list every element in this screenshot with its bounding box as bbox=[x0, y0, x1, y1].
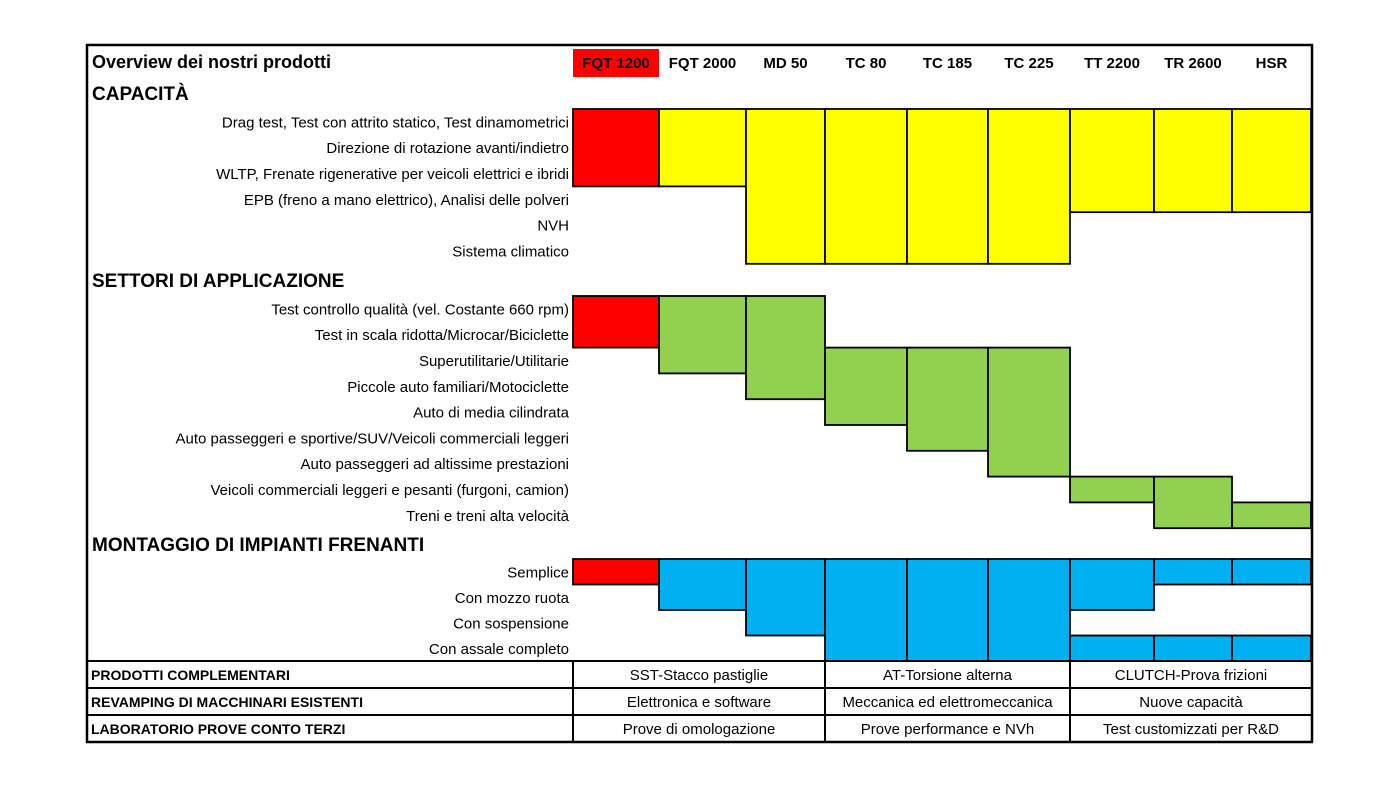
row-label: Con assale completo bbox=[428, 640, 569, 658]
row-label: Test controllo qualità (vel. Costante 660 rpm) bbox=[271, 301, 569, 319]
coverage-block-tr-2600 bbox=[1154, 477, 1232, 529]
product-header bbox=[573, 49, 1288, 77]
footer-value: Prove di omologazione bbox=[622, 721, 776, 738]
coverage-block-tt-2200 bbox=[1070, 109, 1154, 212]
coverage-block-tc-80 bbox=[825, 559, 907, 661]
coverage-block-fqt-2000 bbox=[659, 109, 746, 186]
row-label: Drag test, Test con attrito statico, Test dinamometrici bbox=[221, 114, 569, 132]
section-heading-settori-di-applicazione: SETTORI DI APPLICAZIONE bbox=[92, 271, 345, 292]
column-header-fqt-1200: FQT 1200 bbox=[582, 55, 650, 72]
coverage-block-tr-2600 bbox=[1154, 636, 1232, 662]
coverage-block-tc-185 bbox=[907, 559, 988, 661]
column-header-tc-185: TC 185 bbox=[922, 55, 973, 72]
coverage-block-tc-225 bbox=[988, 559, 1070, 661]
row-label: Sistema climatico bbox=[452, 243, 569, 261]
coverage-block-hsr bbox=[1232, 109, 1311, 212]
footer-value: Test customizzati per R&D bbox=[1103, 721, 1279, 738]
coverage-block-tc-80 bbox=[825, 109, 907, 264]
row-label: EPB (freno a mano elettrico), Analisi delle polveri bbox=[243, 191, 569, 209]
coverage-block-tc-80 bbox=[825, 348, 907, 425]
coverage-block-tt-2200 bbox=[1070, 477, 1154, 503]
row-label: Auto passeggeri e sportive/SUV/Veicoli commerciali leggeri bbox=[175, 430, 569, 448]
column-header-tc-225: TC 225 bbox=[1004, 55, 1054, 72]
coverage-block-fqt-2000 bbox=[659, 559, 746, 610]
footer-label: PRODOTTI COMPLEMENTARI bbox=[91, 667, 290, 683]
row-label: Treni e treni alta velocità bbox=[406, 507, 569, 525]
row-label: Veicoli commerciali leggeri e pesanti (furgoni, camion) bbox=[210, 482, 569, 499]
row-labels bbox=[92, 83, 570, 658]
row-label: Piccole auto familiari/Motociclette bbox=[347, 378, 569, 396]
footer-value: CLUTCH-Prova frizioni bbox=[1114, 667, 1268, 684]
column-header-tc-80: TC 80 bbox=[845, 55, 887, 72]
row-label: Auto passeggeri ad altissime prestazioni bbox=[300, 456, 569, 474]
chart-title: Overview dei nostri prodotti bbox=[92, 52, 332, 72]
coverage-block-tt-2200 bbox=[1070, 559, 1154, 610]
footer-value: Prove performance e NVh bbox=[860, 721, 1035, 738]
coverage-block-hsr bbox=[1232, 636, 1311, 662]
footer-value: Nuove capacità bbox=[1139, 694, 1243, 711]
column-header-hsr: HSR bbox=[1255, 55, 1288, 72]
coverage-block-tc-185 bbox=[907, 109, 988, 264]
footer-table bbox=[87, 661, 1312, 742]
column-header-md-50: MD 50 bbox=[763, 55, 808, 72]
footer-value: SST-Stacco pastiglie bbox=[629, 667, 769, 684]
row-label: Superutilitarie/Utilitarie bbox=[418, 353, 569, 370]
row-label: NVH bbox=[537, 217, 569, 235]
row-label: Con sospensione bbox=[453, 615, 569, 633]
coverage-block-md-50 bbox=[746, 296, 825, 399]
column-header-fqt-2000: FQT 2000 bbox=[668, 55, 737, 72]
footer-label: LABORATORIO PROVE CONTO TERZI bbox=[91, 721, 346, 737]
row-label: Semplice bbox=[507, 564, 569, 582]
coverage-block-tr-2600 bbox=[1154, 559, 1232, 585]
coverage-block-fqt-1200 bbox=[573, 559, 659, 585]
coverage-block-hsr bbox=[1232, 559, 1311, 585]
coverage-block-tc-225 bbox=[988, 109, 1070, 264]
coverage-block-tc-225 bbox=[988, 348, 1070, 477]
coverage-block-fqt-1200 bbox=[573, 109, 659, 186]
row-label: WLTP, Frenate rigenerative per veicoli elettrici e ibridi bbox=[216, 166, 569, 183]
coverage-block-tt-2200 bbox=[1070, 636, 1154, 662]
coverage-block-tr-2600 bbox=[1154, 109, 1232, 212]
column-header-tr-2600: TR 2600 bbox=[1164, 55, 1222, 72]
coverage-block-tc-185 bbox=[907, 348, 988, 451]
footer-value: Meccanica ed elettromeccanica bbox=[842, 694, 1053, 711]
footer-value: AT-Torsione alterna bbox=[883, 667, 1012, 684]
section-heading-capacit: CAPACITÀ bbox=[92, 84, 189, 105]
coverage-block-fqt-1200 bbox=[573, 296, 659, 348]
row-label: Con mozzo ruota bbox=[454, 589, 569, 607]
footer-label: REVAMPING DI MACCHINARI ESISTENTI bbox=[91, 694, 363, 710]
coverage-block-md-50 bbox=[746, 559, 825, 636]
coverage-blocks bbox=[573, 109, 1311, 661]
column-header-tt-2200: TT 2200 bbox=[1084, 55, 1140, 72]
footer-value: Elettronica e software bbox=[626, 694, 772, 711]
coverage-block-fqt-2000 bbox=[659, 296, 746, 373]
coverage-block-md-50 bbox=[746, 109, 825, 264]
row-label: Auto di media cilindrata bbox=[413, 404, 569, 422]
row-label: Direzione di rotazione avanti/indietro bbox=[326, 140, 569, 158]
row-label: Test in scala ridotta/Microcar/Biciclette bbox=[314, 327, 569, 345]
coverage-block-hsr bbox=[1232, 502, 1311, 528]
section-heading-montaggio-di-impianti-frenanti: MONTAGGIO DI IMPIANTI FRENANTI bbox=[92, 535, 425, 556]
